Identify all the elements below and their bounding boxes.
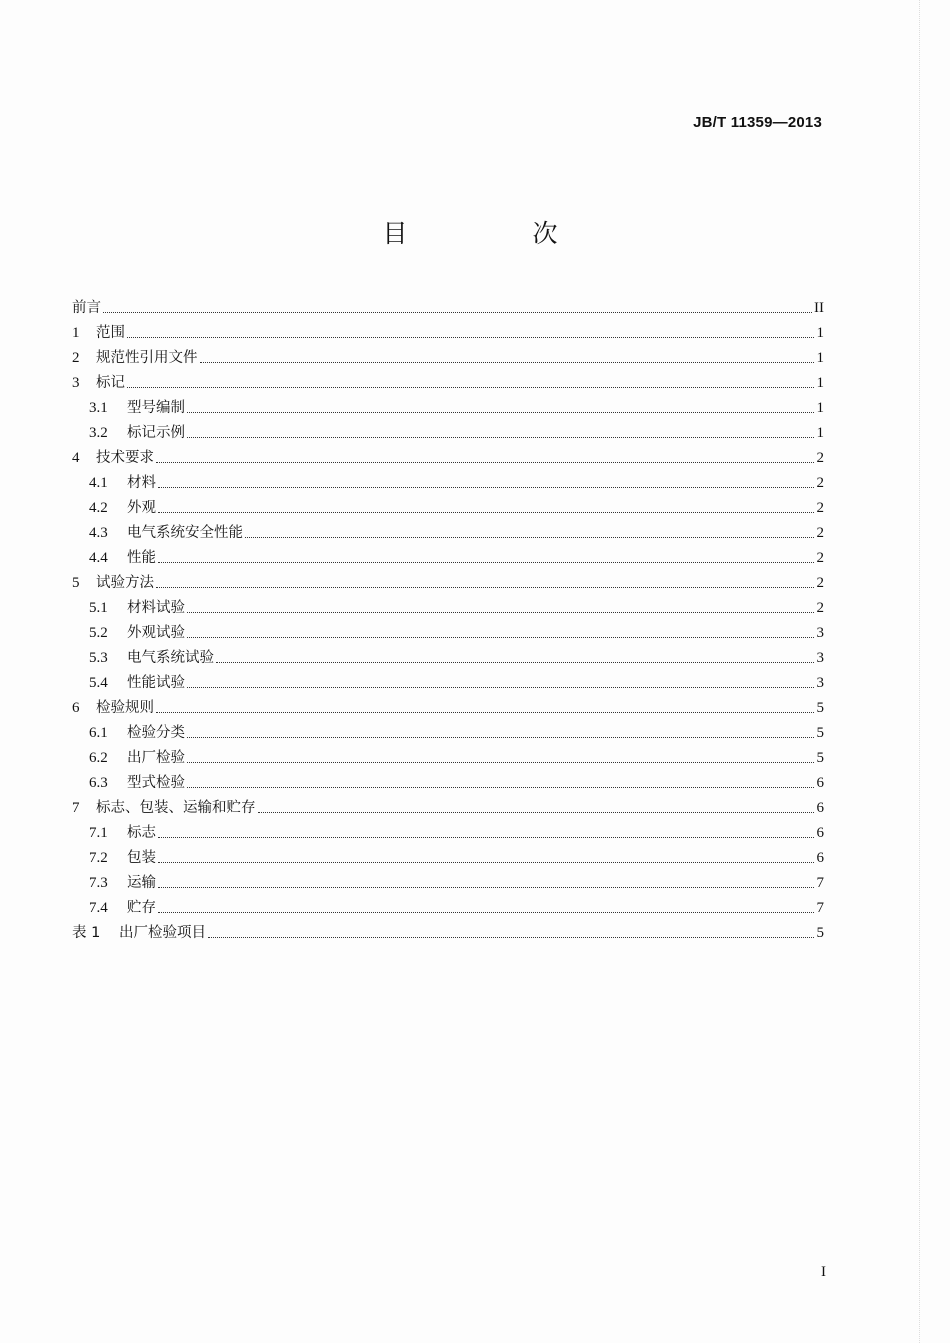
toc-entry-page: 2 <box>816 525 824 541</box>
toc-entry[interactable] <box>72 817 824 842</box>
toc-entry-page: 7 <box>816 875 824 891</box>
toc-entry-label: 电气系统试验 <box>127 650 214 666</box>
toc-entry-number: 5 <box>72 575 80 591</box>
toc-entry-number: 7.3 <box>89 875 108 891</box>
toc-entry-page: 6 <box>816 825 824 841</box>
toc-entry-page: 7 <box>816 900 824 916</box>
toc-dot-leader <box>158 511 814 513</box>
toc-entry-label: 标记 <box>96 375 125 391</box>
toc-entry[interactable] <box>72 867 824 892</box>
toc-dot-leader <box>187 761 814 763</box>
toc-entry[interactable] <box>72 367 824 392</box>
table-of-contents <box>72 292 824 942</box>
toc-entry-number: 3 <box>72 375 80 391</box>
toc-entry-page: 3 <box>816 675 824 691</box>
toc-entry-number: 3.1 <box>89 400 108 416</box>
toc-entry-number: 5.1 <box>89 600 108 616</box>
toc-entry-page: 5 <box>816 750 824 766</box>
toc-entry-label: 性能 <box>127 550 156 566</box>
toc-entry[interactable] <box>72 317 824 342</box>
toc-entry-page: II <box>814 300 824 316</box>
toc-entry-number: 5.2 <box>89 625 108 641</box>
toc-entry-label: 包装 <box>127 850 156 866</box>
toc-entry[interactable] <box>72 617 824 642</box>
toc-entry-label: 试验方法 <box>96 575 154 591</box>
toc-entry-page: 1 <box>816 325 824 341</box>
toc-entry[interactable] <box>72 667 824 692</box>
toc-entry-label: 贮存 <box>127 900 156 916</box>
toc-entry-page: 2 <box>816 500 824 516</box>
toc-entry-label: 标志、包装、运输和贮存 <box>96 800 256 816</box>
toc-entry[interactable] <box>72 717 824 742</box>
toc-entry-number: 5.4 <box>89 675 108 691</box>
toc-entry-number: 7.2 <box>89 850 108 866</box>
toc-entry-page: 6 <box>816 775 824 791</box>
toc-entry-label: 标志 <box>127 825 156 841</box>
toc-entry-label: 性能试验 <box>127 675 185 691</box>
toc-entry[interactable] <box>72 417 824 442</box>
toc-entry-number: 表 1 <box>72 925 101 941</box>
toc-dot-leader <box>187 736 814 738</box>
toc-entry-label: 型号编制 <box>127 400 185 416</box>
toc-dot-leader <box>127 386 814 388</box>
toc-entry-page: 1 <box>816 425 824 441</box>
toc-entry-number: 7.1 <box>89 825 108 841</box>
toc-dot-leader <box>127 336 814 338</box>
toc-entry-page: 2 <box>816 575 824 591</box>
toc-entry[interactable] <box>72 467 824 492</box>
toc-dot-leader <box>156 461 814 463</box>
toc-entry[interactable] <box>72 442 824 467</box>
toc-entry-label: 规范性引用文件 <box>96 350 198 366</box>
toc-entry-page: 1 <box>816 375 824 391</box>
toc-dot-leader <box>258 811 815 813</box>
toc-entry[interactable] <box>72 292 824 317</box>
toc-dot-leader <box>103 311 812 313</box>
toc-entry-number: 3.2 <box>89 425 108 441</box>
toc-entry-label: 前言 <box>72 300 101 316</box>
toc-dot-leader <box>187 411 814 413</box>
toc-entry[interactable] <box>72 392 824 417</box>
toc-dot-leader <box>216 661 814 663</box>
toc-entry-number: 7.4 <box>89 900 108 916</box>
toc-entry-page: 2 <box>816 550 824 566</box>
toc-entry-label: 外观 <box>127 500 156 516</box>
toc-entry-number: 7 <box>72 800 80 816</box>
toc-entry-label: 标记示例 <box>127 425 185 441</box>
toc-entry-page: 2 <box>816 475 824 491</box>
toc-dot-leader <box>187 636 814 638</box>
toc-entry-number: 6.1 <box>89 725 108 741</box>
toc-entry-label: 外观试验 <box>127 625 185 641</box>
toc-entry[interactable] <box>72 917 824 942</box>
toc-entry[interactable] <box>72 342 824 367</box>
toc-entry-label: 出厂检验 <box>127 750 185 766</box>
toc-dot-leader <box>158 861 814 863</box>
toc-dot-leader <box>187 686 814 688</box>
toc-entry-page: 2 <box>816 450 824 466</box>
toc-entry-label: 运输 <box>127 875 156 891</box>
toc-entry-number: 6 <box>72 700 80 716</box>
toc-entry-number: 6.3 <box>89 775 108 791</box>
toc-entry-number: 5.3 <box>89 650 108 666</box>
toc-entry-page: 3 <box>816 625 824 641</box>
toc-dot-leader <box>245 536 814 538</box>
toc-entry[interactable] <box>72 792 824 817</box>
toc-entry-page: 3 <box>816 650 824 666</box>
toc-dot-leader <box>158 486 814 488</box>
toc-dot-leader <box>187 786 814 788</box>
toc-entry[interactable] <box>72 892 824 917</box>
toc-dot-leader <box>156 711 814 713</box>
toc-entry-number: 4 <box>72 450 80 466</box>
toc-entry[interactable] <box>72 742 824 767</box>
toc-entry-label: 型式检验 <box>127 775 185 791</box>
scan-edge <box>918 0 920 1343</box>
toc-entry-label: 电气系统安全性能 <box>127 525 243 541</box>
toc-entry[interactable] <box>72 842 824 867</box>
toc-dot-leader <box>158 886 814 888</box>
page-number: I <box>821 1264 826 1280</box>
toc-entry[interactable] <box>72 517 824 542</box>
toc-entry-label: 材料 <box>127 475 156 491</box>
toc-entry[interactable] <box>72 692 824 717</box>
toc-entry-number: 4.2 <box>89 500 108 516</box>
toc-entry-page: 2 <box>816 600 824 616</box>
toc-entry-label: 检验规则 <box>96 700 154 716</box>
toc-dot-leader <box>208 936 814 938</box>
toc-entry[interactable] <box>72 592 824 617</box>
toc-entry-page: 5 <box>816 925 824 941</box>
toc-entry-page: 5 <box>816 725 824 741</box>
toc-entry-number: 4.1 <box>89 475 108 491</box>
toc-entry-number: 4.4 <box>89 550 108 566</box>
toc-entry-label: 材料试验 <box>127 600 185 616</box>
toc-entry[interactable] <box>72 767 824 792</box>
toc-entry[interactable] <box>72 542 824 567</box>
toc-entry-page: 6 <box>816 850 824 866</box>
standard-code: JB/T 11359—2013 <box>693 114 822 131</box>
toc-dot-leader <box>156 586 814 588</box>
toc-entry-number: 4.3 <box>89 525 108 541</box>
toc-title: 目 次 <box>382 219 608 248</box>
toc-entry-label: 检验分类 <box>127 725 185 741</box>
toc-entry-page: 1 <box>816 350 824 366</box>
toc-dot-leader <box>158 911 814 913</box>
toc-entry[interactable] <box>72 492 824 517</box>
toc-dot-leader <box>187 436 814 438</box>
toc-entry-page: 1 <box>816 400 824 416</box>
toc-entry-number: 6.2 <box>89 750 108 766</box>
toc-dot-leader <box>187 611 814 613</box>
toc-entry-label: 技术要求 <box>96 450 154 466</box>
toc-entry-page: 6 <box>816 800 824 816</box>
toc-entry-page: 5 <box>816 700 824 716</box>
toc-dot-leader <box>200 361 815 363</box>
toc-entry[interactable] <box>72 642 824 667</box>
toc-dot-leader <box>158 561 814 563</box>
toc-entry-label: 范围 <box>96 325 125 341</box>
toc-entry-number: 1 <box>72 325 80 341</box>
toc-entry-label: 出厂检验项目 <box>119 925 206 941</box>
toc-dot-leader <box>158 836 814 838</box>
toc-entry[interactable] <box>72 567 824 592</box>
toc-entry-number: 2 <box>72 350 80 366</box>
